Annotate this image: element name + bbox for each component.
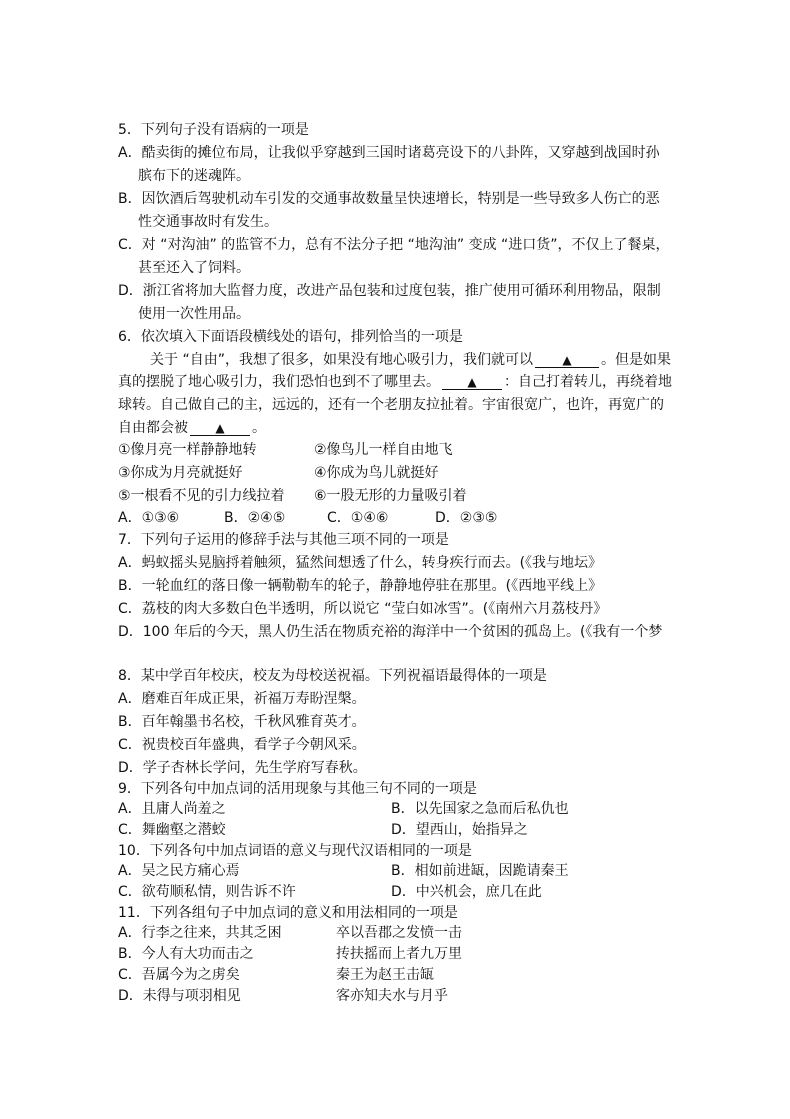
q11-option-b-left: B．今人有大功而击之	[118, 946, 254, 962]
q10-option-b: B．相如前进缻，因跪请秦王	[391, 863, 569, 879]
q6-passage-text: 。但是如果	[600, 352, 671, 368]
q6-passage-text: 。	[252, 420, 266, 436]
q6-option-d: D．②③⑤	[435, 510, 498, 526]
q6-passage-line1	[150, 351, 671, 369]
q6-passage-text: ：自己打着转儿，再绕着地	[504, 374, 672, 390]
q11-stem: 11．下列各组句子中加点词的意义和用法相同的一项是	[118, 905, 458, 921]
q6-stem: 6．依次填入下面语段横线处的语句，排列恰当的一项是	[118, 329, 463, 345]
q6-item-4: ④你成为鸟儿就挺好	[314, 465, 439, 481]
q10-stem: 10．下列各句中加点词语的意义与现代汉语相同的一项是	[118, 843, 472, 859]
q8-option-d: D．学子杏林长学问，先生学府写春秋。	[118, 760, 367, 776]
q6-passage-text: 自由都会被	[118, 420, 188, 436]
q6-passage-text: 关于 “自由”，我想了很多，如果没有地心吸引力，我们就可以	[150, 352, 533, 368]
q6-passage-line2	[118, 373, 672, 391]
q5-option-c-line1: C．对 “对沟油” 的监管不力，总有不法分子把 “地沟油” 变成 “进口货”，不仅上了餐桌，	[118, 237, 670, 253]
q6-item-6: ⑥一股无形的力量吸引着	[314, 488, 467, 504]
q7-option-d: D．100 年后的今天，黑人仍生活在物质充裕的海洋中一个贫困的孤岛上。(《我有一个梦	[118, 624, 663, 640]
q10-option-d: D．中兴机会，庶几在此	[391, 884, 542, 900]
q6-passage-line4	[118, 419, 266, 437]
answer-blank-1	[535, 353, 599, 368]
q6-item-1: ①像月亮一样静静地转	[118, 442, 257, 458]
q10-option-a: A．吴之民方痛心焉	[118, 863, 240, 879]
q5-option-a-line2: 膑布下的迷魂阵。	[138, 168, 250, 184]
q11-option-d-right: 客亦知夫水与月乎	[336, 988, 448, 1004]
q6-item-2: ②像鸟儿一样自由地飞	[314, 442, 453, 458]
q9-option-c: C．舞幽壑之潜蛟	[118, 822, 226, 838]
triangle-mark: ▲	[562, 353, 572, 367]
q5-option-d-line2: 使用一次性用品。	[138, 306, 250, 322]
q5-option-b-line1: B．因饮酒后驾驶机动车引发的交通事故数量呈快速增长，特别是一些导致多人伤亡的恶	[118, 191, 660, 207]
answer-blank-3	[190, 421, 250, 436]
q11-option-c-right: 秦王为赵王击缻	[336, 967, 434, 983]
q6-item-3: ③你成为月亮就挺好	[118, 465, 243, 481]
triangle-mark: ▲	[215, 421, 225, 435]
q11-option-b-right: 抟扶摇而上者九万里	[336, 946, 462, 962]
q6-option-b: B．②④⑤	[224, 510, 286, 526]
q6-option-c: C．①④⑥	[327, 510, 389, 526]
q7-option-b: B．一轮血红的落日像一辆勒勒车的轮子，静静地停驻在那里。(《西地平线上》	[118, 578, 603, 594]
q9-option-a: A．且庸人尚羞之	[118, 801, 226, 817]
q6-option-a: A．①③⑥	[118, 510, 180, 526]
q11-option-a-right: 卒以吾郡之发愤一击	[336, 925, 462, 941]
q6-passage-line3: 球转。自己做自己的主，远远的，还有一个老朋友拉扯着。宇宙很宽广，也许，再宽广的	[118, 397, 664, 413]
q5-option-c-line2: 甚至还入了饲料。	[138, 260, 250, 276]
answer-blank-2	[442, 375, 502, 390]
q11-option-d-left: D．未得与项羽相见	[118, 988, 241, 1004]
q6-passage-text: 真的摆脱了地心吸引力，我们恐怕也到不了哪里去。	[118, 374, 440, 390]
q9-option-d: D．望西山，始指异之	[391, 822, 528, 838]
q5-option-d-line1: D．浙江省将加大监督力度，改进产品包装和过度包装，推广使用可循环利用物品，限制	[118, 283, 661, 299]
q11-option-c-left: C．吾属今为之虏矣	[118, 967, 240, 983]
q7-option-a: A．蚂蚁摇头晃脑捋着触须，猛然间想透了什么，转身疾行而去。(《我与地坛》	[118, 555, 603, 571]
q8-option-a: A．磨难百年成正果，祈福万寿盼涅槃。	[118, 691, 366, 707]
q7-stem: 7．下列句子运用的修辞手法与其他三项不同的一项是	[118, 532, 449, 548]
q8-option-b: B．百年翰墨书名校，千秋风雅育英才。	[118, 714, 366, 730]
q9-option-b: B．以先国家之急而后私仇也	[391, 801, 569, 817]
q9-stem: 9．下列各句中加点词的活用现象与其他三句不同的一项是	[118, 781, 477, 797]
triangle-mark: ▲	[467, 375, 477, 389]
q7-option-c: C．荔枝的肉大多数白色半透明，所以说它 “莹白如冰雪”。(《南州六月荔枝丹》	[118, 601, 608, 617]
q5-option-a-line1: A．酷卖街的摊位布局，让我似乎穿越到三国时诸葛亮设下的八卦阵，又穿越到战国时孙	[118, 145, 660, 161]
q11-option-a-left: A．行李之往来，共其乏困	[118, 925, 282, 941]
q5-option-b-line2: 性交通事故时有发生。	[138, 214, 278, 230]
q6-item-5: ⑤一根看不见的引力线拉着	[118, 488, 285, 504]
q10-option-c: C．欲苟顺私情，则告诉不许	[118, 884, 296, 900]
q8-stem: 8．某中学百年校庆，校友为母校送祝福。下列祝福语最得体的一项是	[118, 668, 547, 684]
q5-stem: 5．下列句子没有语病的一项是	[118, 122, 309, 138]
q8-option-c: C．祝贵校百年盛典，看学子今朝风采。	[118, 737, 366, 753]
